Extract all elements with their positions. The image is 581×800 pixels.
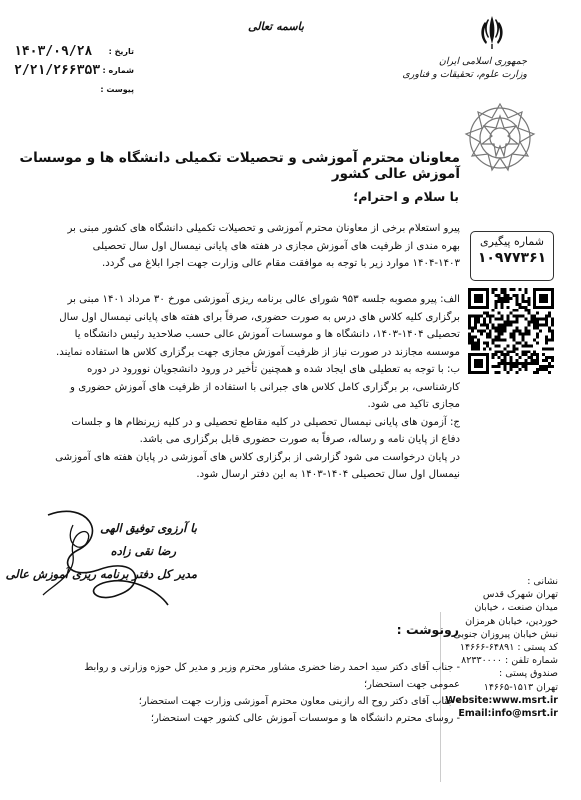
intro-line: بهره مندی از ظرفیت های آموزش مجازی در هفته های پایانی نیمسال اول سال تحصیلی xyxy=(92,240,460,252)
cc-list xyxy=(22,659,460,727)
body-line: دفاع از پایان نامه و رساله، صرفاً به صورت حضوری قابل برگزاری می باشد. xyxy=(139,434,460,445)
address-line: کد پستی : ۶۴۸۹۱-۱۴۶۶۶ xyxy=(459,642,558,654)
body-line: الف: پیرو مصوبه جلسه ۹۵۳ شورای عالی برنامه ریزی آموزشی مورخ ۳۰ مرداد ۱۴۰۱ مبنی بر xyxy=(67,294,460,305)
tracking-label: شماره پیگیری xyxy=(480,235,544,248)
body-line: برگزاری کلیه کلاس های درس به صورت حضوری، صرفاً برای هفته های پایانی نیمسال اول سال xyxy=(59,311,460,323)
date-value: ۱۴۰۳/۰۹/۲۸ xyxy=(14,44,93,59)
body-line: کارشناسی، بر برگزاری کامل کلاس های جبرانی با استفاده از ظرفیت های آموزش حضوری و xyxy=(70,381,460,393)
attachment-row xyxy=(14,82,134,98)
body-line: موسسه مجازند در صورت نیاز از ظرفیت آموزش مجازی جهت برگزاری کلاس ها استفاده نمایند. xyxy=(56,346,460,358)
bism-heading: باسمه تعالی xyxy=(248,20,304,33)
decorative-ornament-icon xyxy=(460,98,540,178)
qr-code-icon xyxy=(468,288,554,374)
intro-paragraph xyxy=(25,220,460,273)
signer-title: مدیر کل دفتر برنامه ریزی آموزش عالی xyxy=(5,567,197,581)
org-name-line1: جمهوری اسلامی ایران xyxy=(438,56,527,67)
body-line: در پایان درخواست می شود گزارشی از برگزاری کلاس های آموزشی در پایان هفته های آموزشی xyxy=(55,451,460,463)
cc-title: رونوشت : xyxy=(396,622,459,637)
org-name-line2: وزارت علوم، تحقیقات و فناوری xyxy=(402,69,527,80)
signer-name: رضا نقی زاده xyxy=(110,544,176,558)
intro-line: ۱۴۰۴-۱۴۰۳ موارد زیر با توجه به موافقت مقام عالی وزارت جهت اجرا ابلاغ می گردد. xyxy=(102,258,460,269)
number-label: شماره : xyxy=(102,66,134,75)
address-line: صندوق پستی : xyxy=(498,668,558,680)
address-line: نبش خیابان پیروزان جنوبی xyxy=(453,628,558,640)
cc-line: عمومی جهت استحضار؛ xyxy=(364,679,460,690)
attachment-label: پیوست : xyxy=(100,85,134,94)
body-line: نیمسال اول سال تحصیلی ۱۴۰۴-۱۴۰۳ به این دفتر ارسال شود. xyxy=(196,469,460,480)
closing-phrase: با آرزوی توفیق الهی xyxy=(100,521,197,535)
body-line: مجازی تاکید می شود. xyxy=(367,399,460,410)
address-line: میدان صنعت ، خیابان xyxy=(474,602,558,614)
address-line: شماره تلفن : ۸۲۳۳۰۰۰۰ xyxy=(461,655,558,667)
email-line: Email:info@msrt.ir xyxy=(458,708,558,720)
body-line: ج: آزمون های پایانی نیمسال تحصیلی در کلیه مقاطع تحصیلی و در کلیه زیرنظام ها و جلسات xyxy=(71,416,460,428)
iran-emblem-icon xyxy=(477,14,507,50)
cc-line: - جناب آقای دکتر سید احمد رضا خضری مشاور محترم وزیر و مدیر کل حوزه وزارتی و روابط xyxy=(84,662,460,673)
address-line: خوردین، خیابان هرمزان xyxy=(465,615,558,627)
tracking-number: ۱۰۹۷۷۳۶۱ xyxy=(477,250,547,266)
date-label: تاریخ : xyxy=(108,47,134,56)
body-line: تحصیلی ۱۴۰۴-۱۴۰۳، دانشگاه ها و موسسات آموزش عالی حسب صلاحدید رئیس دانشگاه یا xyxy=(74,329,460,340)
cc-line: - جناب آقای دکتر روح اله رازینی معاون محترم آموزشی وزارت جهت استحضار؛ xyxy=(138,696,460,707)
date-row xyxy=(14,44,134,60)
number-value: ۲/۲۱/۲۶۶۳۵۳ xyxy=(14,63,101,78)
number-row xyxy=(14,63,134,79)
intro-line: پیرو استعلام برخی از معاونان محترم آموزشی و تحصیلات تکمیلی دانشگاه های کشور مبنی بر xyxy=(67,223,460,234)
address-line: نشانی : xyxy=(527,576,558,587)
body-paragraphs xyxy=(25,291,460,484)
handwritten-signature xyxy=(28,495,178,615)
cc-line: - روسای محترم دانشگاه ها و موسسات آموزش عالی کشور جهت استحضار؛ xyxy=(150,713,460,724)
greeting: با سلام و احترام؛ xyxy=(353,189,459,204)
addressee: معاونان محترم آموزشی و تحصیلات تکمیلی دانشگاه ها و موسسات آموزش عالی کشور xyxy=(19,150,460,182)
website-line: Website:www.msrt.ir xyxy=(445,694,558,706)
address-line: تهران ۱۵۱۳-۱۴۶۶۵ xyxy=(483,681,558,693)
body-line: ب: با توجه به تعطیلی های ایجاد شده و همچنین تأخیر در ورود دانشجویان نوورود در دوره xyxy=(87,364,460,375)
address-line: تهران شهرک قدس xyxy=(482,589,558,601)
tracking-box xyxy=(470,231,554,281)
